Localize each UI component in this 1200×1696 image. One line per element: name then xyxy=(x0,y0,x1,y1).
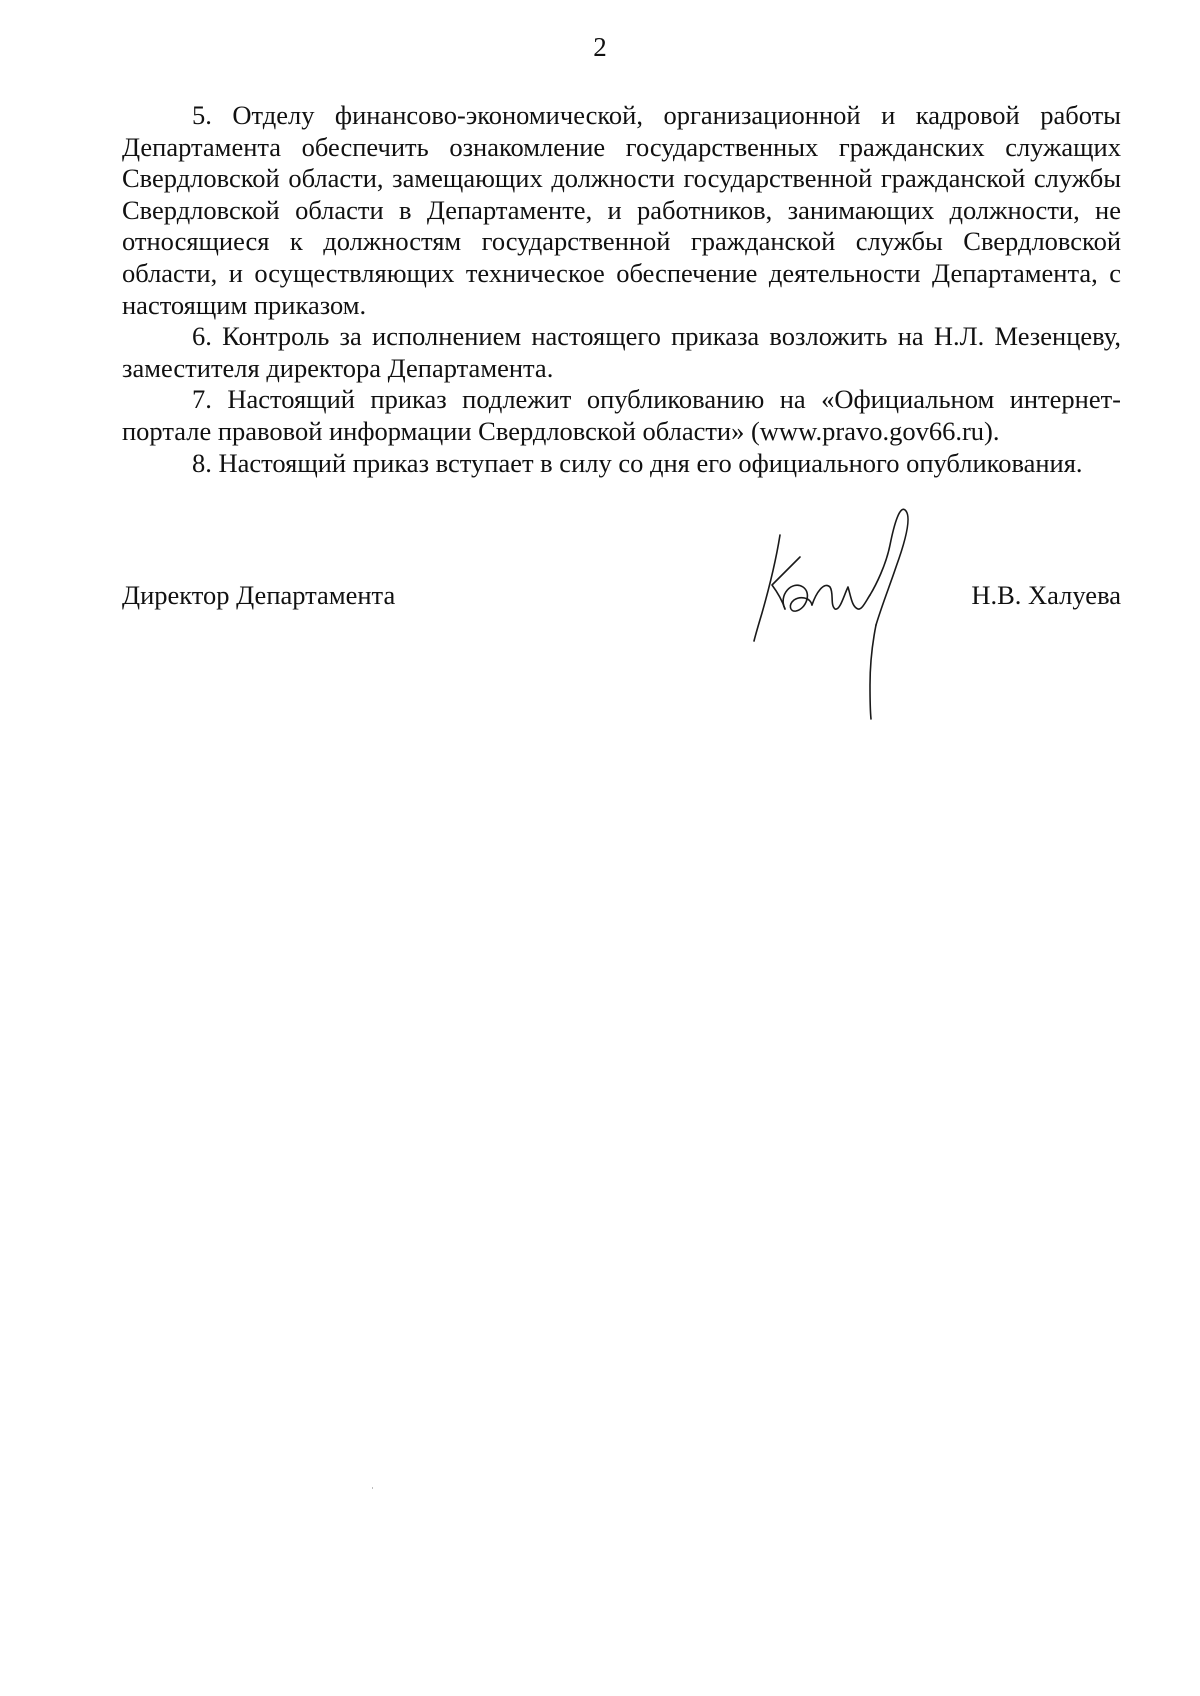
scan-artifact xyxy=(372,1487,373,1489)
page-number: 2 xyxy=(593,32,607,62)
paragraph-6: 6. Контроль за исполнением настоящего приказа возложить на Н.Л. Мезенцеву, заместителя директора Департамента. xyxy=(122,321,1121,383)
paragraph-8: 8. Настоящий приказ вступает в силу со дня его официального опубликования. xyxy=(192,447,1083,478)
signatory-position: Директор Департамента xyxy=(122,580,396,610)
signatory-name: Н.В. Халуева xyxy=(971,580,1121,610)
paragraph-5: 5. Отделу финансово-экономической, организационной и кадровой работы Департамента обеспечить ознакомление государственных гражданских служащих Свердловской области, замещающих должности государственной гражданской службы Свердловской области в Департаменте, и работников, занимающих должности, не относящиеся к должностям государственной гражданской службы Свердловской области, и осуществляющих техническое обеспечение деятельности Департамента, с настоящим приказом. xyxy=(122,100,1121,320)
handwritten-signature xyxy=(740,505,940,725)
paragraph-7: 7. Настоящий приказ подлежит опубликованию на «Официальном интернет-портале правовой информации Свердловской области» (www.pravo.gov66.ru). xyxy=(122,384,1121,446)
document-body xyxy=(122,100,1121,479)
